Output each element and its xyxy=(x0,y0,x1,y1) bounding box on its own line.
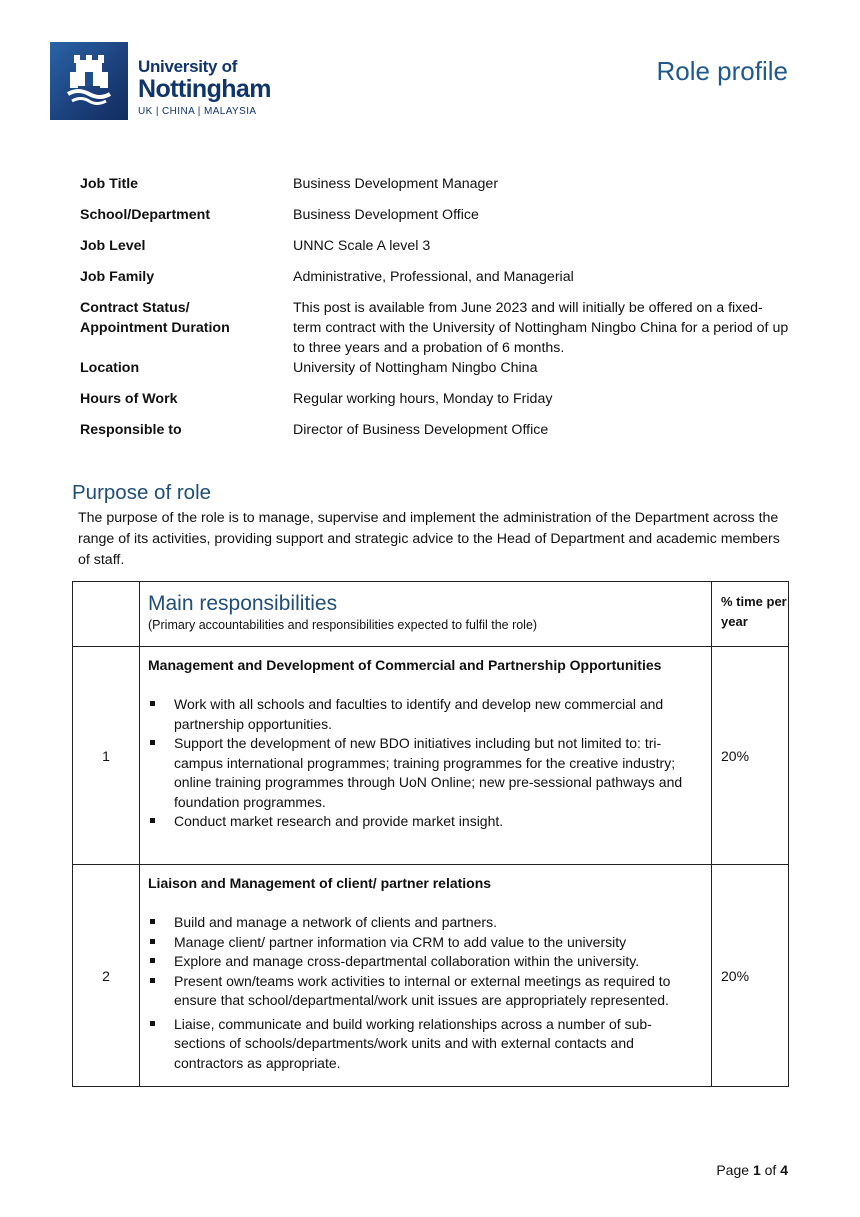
university-logo xyxy=(50,42,128,120)
row-number: 2 xyxy=(73,865,140,1087)
square-bullet-icon xyxy=(150,958,155,963)
list-item: Present own/teams work activities to internal or external meetings as required to ensure that school/departmental/work unit issues are appropriately represented. xyxy=(148,972,703,1011)
table-header-num-cell xyxy=(73,582,140,647)
logo-line-nottingham: Nottingham xyxy=(138,75,271,103)
purpose-heading: Purpose of role xyxy=(72,481,212,504)
info-value: Business Development Office xyxy=(293,207,479,223)
square-bullet-icon xyxy=(150,919,155,924)
info-value: University of Nottingham Ningbo China xyxy=(293,360,538,376)
info-row-hours xyxy=(80,389,790,409)
info-value: UNNC Scale A level 3 xyxy=(293,238,431,254)
list-item: Explore and manage cross-departmental collaboration within the university. xyxy=(148,952,703,972)
info-label: School/Department xyxy=(80,207,211,223)
table-header-row xyxy=(73,582,789,647)
info-row-responsible-to xyxy=(80,420,790,440)
info-row-department xyxy=(80,205,790,225)
square-bullet-icon xyxy=(150,818,155,823)
page-number: Page 1 of 4 xyxy=(716,1162,788,1178)
document-title: Role profile xyxy=(656,56,788,86)
info-label: Responsible to xyxy=(80,422,182,438)
responsibility-list xyxy=(148,913,703,1073)
info-label: Job Level xyxy=(80,238,146,254)
logo-line-campuses: UK | CHINA | MALAYSIA xyxy=(138,106,257,117)
info-row-contract-status xyxy=(80,298,790,358)
info-row-job-family xyxy=(80,267,790,287)
info-value: Director of Business Development Office xyxy=(293,422,549,438)
list-item: Conduct market research and provide market insight. xyxy=(148,812,703,832)
row-pct-time: 20% xyxy=(712,647,789,865)
info-value: Regular working hours, Monday to Friday xyxy=(293,391,553,407)
list-item: Manage client/ partner information via CRM to add value to the university xyxy=(148,933,703,953)
row-pct-time: 20% xyxy=(712,865,789,1087)
row-content xyxy=(140,865,712,1087)
info-label: Job Family xyxy=(80,269,155,285)
list-item: Liaise, communicate and build working relationships across a number of sub-sections of schools/departments/work units and with external contacts and contractors as appropriate. xyxy=(148,1015,703,1074)
info-row-location xyxy=(80,358,790,378)
info-label: Contract Status/ Appointment Duration xyxy=(80,300,230,336)
list-item: Work with all schools and faculties to identify and develop new commercial and partnership opportunities. xyxy=(148,695,703,734)
purpose-text: The purpose of the role is to manage, supervise and implement the administration of the Department across the range of its activities, providing support and strategic advice to the Head of Department and academic members of staff. xyxy=(78,510,780,568)
square-bullet-icon xyxy=(150,740,155,745)
responsibility-list xyxy=(148,695,703,832)
square-bullet-icon xyxy=(150,978,155,983)
info-row-job-level xyxy=(80,236,790,256)
info-row-job-title xyxy=(80,174,790,194)
responsibilities-table xyxy=(72,581,789,1087)
section-title: Liaison and Management of client/ partner relations xyxy=(148,875,492,891)
info-label: Job Title xyxy=(80,176,139,192)
logo-wordmark xyxy=(138,58,271,117)
info-value: Business Development Manager xyxy=(293,176,499,192)
square-bullet-icon xyxy=(150,1021,155,1026)
row-number: 1 xyxy=(73,647,140,865)
table-row xyxy=(73,647,789,865)
job-info-list xyxy=(80,174,790,440)
table-header-main-cell xyxy=(140,582,712,647)
castle-icon xyxy=(50,42,128,120)
list-item: Build and manage a network of clients and partners. xyxy=(148,913,703,933)
info-value: This post is available from June 2023 and will initially be offered on a fixed-term contract with the University of Nottingham Ningbo China for a period of up to three years and a probation of 6 months. xyxy=(293,300,789,356)
info-value: Administrative, Professional, and Managerial xyxy=(293,269,574,285)
table-title: Main responsibilities xyxy=(148,592,338,615)
info-label: Hours of Work xyxy=(80,391,178,407)
section-title: Management and Development of Commercial and Partnership Opportunities xyxy=(148,657,662,673)
square-bullet-icon xyxy=(150,701,155,706)
info-label: Location xyxy=(80,360,140,376)
row-content xyxy=(140,647,712,865)
square-bullet-icon xyxy=(150,939,155,944)
table-row xyxy=(73,865,789,1087)
table-subtitle: (Primary accountabilities and responsibilities expected to fulfil the role) xyxy=(148,618,538,632)
list-item: Support the development of new BDO initiatives including but not limited to: tri-campus international programmes; training programmes for the creative industry; online training programmes through UoN Online; new pre-sessional pathways and foundation programmes. xyxy=(148,734,703,812)
pct-time-header: % time per year xyxy=(712,582,789,647)
logo-line-university-of: University of xyxy=(138,57,238,76)
